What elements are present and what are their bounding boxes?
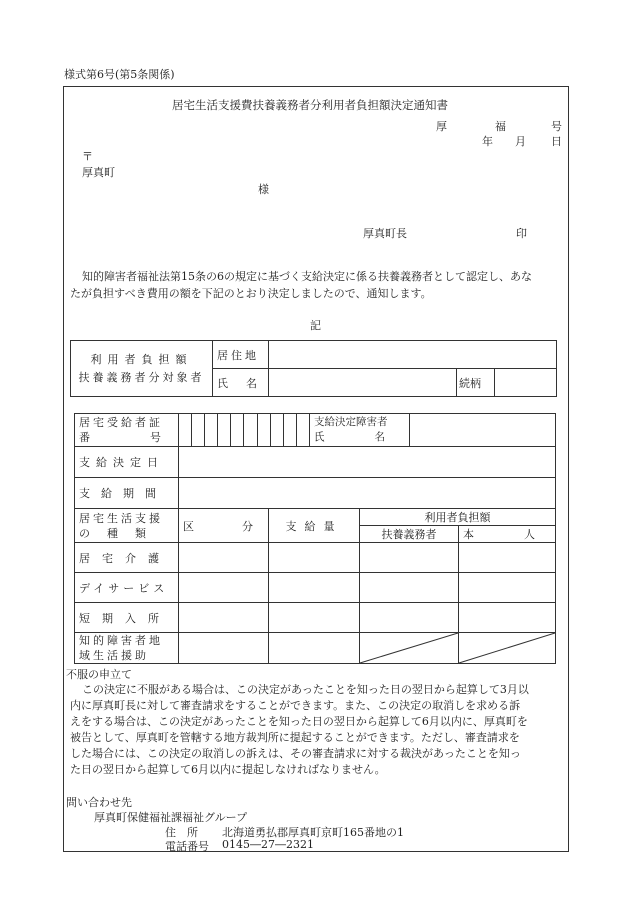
community-support-guardian-crossed [360,633,459,664]
form-number: 様式第6号(第5条関係) [64,68,175,81]
contact-address-label: 住 所 [165,826,198,839]
date-year: 年 [482,135,493,148]
community-support-category [179,633,269,664]
name-label: 氏名 [213,369,269,397]
home-care-amount [269,543,360,573]
period-value [179,478,556,509]
date-month: 月 [515,135,526,148]
doc-number-suffix: 号 [551,120,562,133]
contact-title: 問い合わせ先 [66,796,132,809]
contact-dept: 厚真町保健福祉課福祉グループ [94,811,248,824]
short-stay-self [459,603,556,633]
recipient-number-label [75,414,221,447]
postal-mark: 〒 [82,150,93,163]
self-header: 本人 [459,526,556,543]
row-label-short-stay: 短期入所 [75,603,179,633]
day-service-amount [269,573,360,603]
community-support-label-1: 知的障害者地 [79,634,163,647]
contact-address: 北海道勇払郡厚真町京町165番地の1 [222,826,404,839]
guardian-table [70,340,557,397]
day-service-guardian [360,573,459,603]
guardian-target-label: 扶養義務者分対象者 [78,370,205,384]
amount-header: 支給量 [269,509,360,543]
day-service-category [179,573,269,603]
ki-heading: 記 [310,319,321,332]
home-care-self [459,543,556,573]
decision-date-value [179,447,556,478]
date-day: 日 [551,135,562,148]
service-table [74,413,585,664]
document-title: 居宅生活支援費扶養義務者分利用者負担額決定通知書 [172,98,448,112]
service-type-label [75,509,179,543]
short-stay-guardian [360,603,459,633]
body-line-2: たが負担すべき費用の額を下記のとおり決定しましたので、通知します。 [70,287,432,300]
addressee-town: 厚真町 [82,166,115,179]
seal-mark: 印 [516,227,527,240]
name-value [269,369,457,397]
address-label: 居住地 [213,341,269,369]
guardian-header: 扶養義務者 [360,526,459,543]
community-support-self-crossed [459,633,556,664]
category-header: 区分 [179,509,269,543]
community-support-amount [269,633,360,664]
row-label-home-care: 居宅介護 [75,543,179,573]
objection-line-6: た日の翌日から起算して6月以内に提起しなければなりません。 [70,763,386,776]
objection-line-3: えをする場合は、この決定があったことを知った日の翌日から起算して6月以内に、厚真町を [70,715,528,728]
relation-value [495,369,557,397]
guardian-label-cell [71,341,213,397]
community-support-label-2: 域生活援助 [79,649,149,662]
disabled-name-label [310,414,435,447]
service-type-label-2: の種類 [79,526,163,540]
contact-phone-label: 電話番号 [165,840,209,853]
disabled-name-label-2: 氏名 [314,431,435,443]
relation-label: 続柄 [457,369,495,397]
objection-line-2: 内に厚真町長に対して審査請求をすることができます。また、この決定の取消しを求める訴 [70,699,521,712]
burden-header: 利用者負担額 [360,509,556,526]
short-stay-amount [269,603,360,633]
row-label-day-service: デイサービス [75,573,179,603]
burden-label: 利用者負担額 [90,352,193,366]
address-value [269,341,557,369]
honorific: 様 [258,183,269,196]
objection-line-5: した場合には、この決定の取消しの訴えは、その審査請求に対する裁決があったことを知っ [70,747,521,760]
objection-line-1: この決定に不服がある場合は、この決定があったことを知った日の翌日から起算して3月以 [82,683,529,696]
period-label: 支給期間 [75,478,179,509]
recipient-number-label-1: 居宅受給者証 [79,416,163,429]
objection-line-4: 被告として、厚真町を管轄する地方裁判所に提起することができます。ただし、審査請求を [70,731,520,744]
day-service-self [459,573,556,603]
service-type-label-1: 居宅生活支援 [79,511,163,525]
recipient-number-label-2: 番号 [79,431,221,444]
doc-number-prefix: 厚 [436,120,447,133]
short-stay-category [179,603,269,633]
recipient-number-boxes [179,414,310,447]
objection-title: 不服の申立て [66,668,132,681]
disabled-name-label-1: 支給決定障害者 [314,416,388,428]
row-label-community-support [75,633,179,664]
issuer-name: 厚真町長 [363,227,407,240]
contact-phone: 0145―27―2321 [222,838,314,851]
doc-number-mid: 福 [495,120,506,133]
body-line-1: 知的障害者福祉法第15条の6の規定に基づく支給決定に係る扶養義務者として認定し、あな [82,270,532,283]
home-care-guardian [360,543,459,573]
decision-date-label: 支給決定日 [75,447,179,478]
home-care-category [179,543,269,573]
